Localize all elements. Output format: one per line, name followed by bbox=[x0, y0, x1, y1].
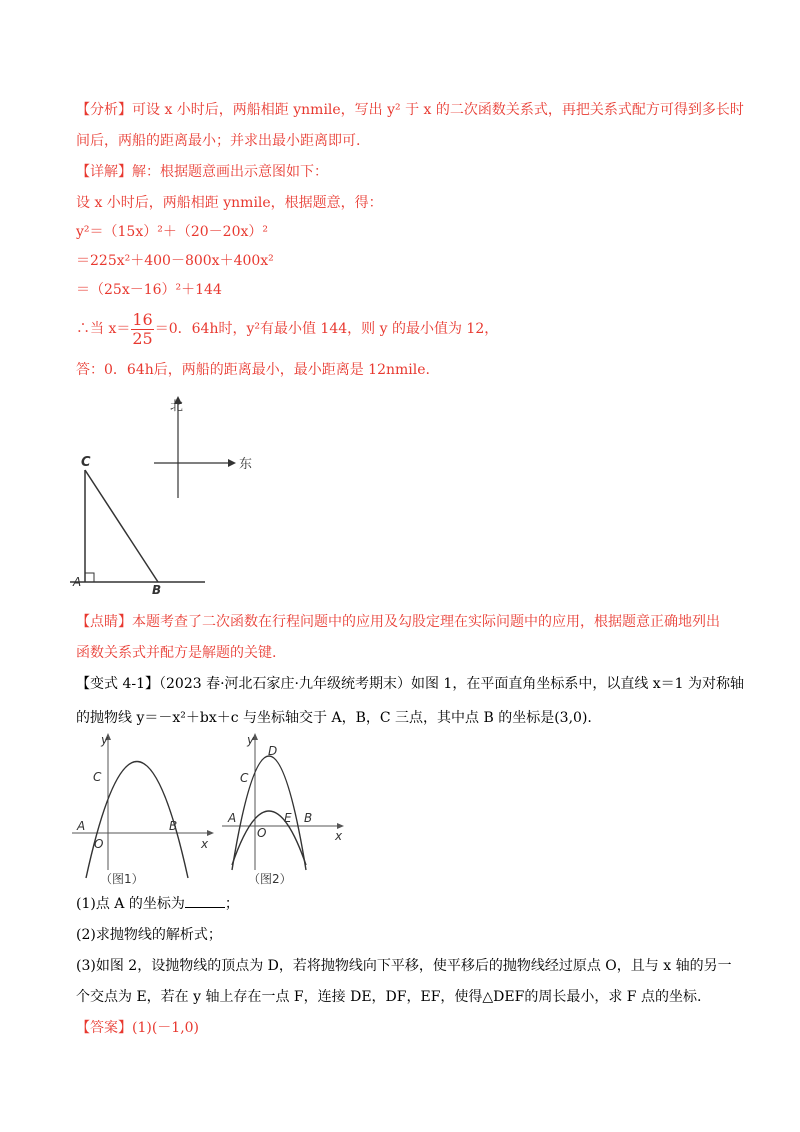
shifted-parabola bbox=[232, 811, 306, 865]
comment-text-1: 本题考查了二次函数在行程问题中的应用及勾股定理在实际问题中的应用，根据题意正确地列出 bbox=[132, 614, 720, 630]
analysis-line-2: 间后，两船的距离最小；并求出最小距离即可. bbox=[76, 133, 361, 149]
north-label: 北 bbox=[170, 399, 184, 414]
x-axis-arrow-icon bbox=[207, 830, 214, 836]
detail-line-2: 设 x 小时后，两船相距 ynmile，根据题意，得： bbox=[76, 195, 383, 211]
question-1 bbox=[76, 894, 239, 914]
question-3-line-1: (3)如图 2，设抛物线的顶点为 D，若将抛物线向下平移，使平移后的抛物线经过原点 O，且与 x 轴的另一 bbox=[76, 958, 732, 974]
detail-line-1 bbox=[76, 162, 328, 182]
x-label: x bbox=[335, 829, 343, 843]
x-label: x bbox=[201, 837, 209, 851]
question-1-text: (1)点 A 的坐标为 bbox=[76, 896, 185, 912]
point-c-label: C bbox=[240, 771, 249, 785]
y-label: y bbox=[247, 733, 255, 747]
graph1-caption: （图1） bbox=[100, 872, 144, 886]
y-label: y bbox=[101, 733, 109, 747]
point-a-label: A bbox=[77, 819, 86, 833]
east-label: 东 bbox=[239, 457, 253, 472]
equation-2: ＝225x²＋400－800x＋400x² bbox=[76, 253, 274, 269]
question-2: (2)求抛物线的解析式； bbox=[76, 927, 222, 943]
comment-line-1 bbox=[76, 612, 720, 632]
detail-text-1: 解：根据题意画出示意图如下： bbox=[132, 164, 328, 180]
answer-tag: 【答案】 bbox=[76, 1020, 132, 1036]
detail-tag: 【详解】 bbox=[76, 164, 132, 180]
graph-figure-1 bbox=[70, 730, 220, 890]
side-cb bbox=[85, 470, 158, 582]
answer-row bbox=[76, 1018, 199, 1038]
comment-line-2: 函数关系式并配方是解题的关键. bbox=[76, 645, 277, 661]
point-b-label: B bbox=[152, 583, 162, 597]
question-1-end: ； bbox=[224, 896, 239, 912]
answer-part-1: (1)(－1,0) bbox=[132, 1020, 200, 1036]
point-d-label: D bbox=[268, 744, 278, 758]
conclusion-suffix: ＝0．64h时，y²有最小值 144，则 y 的最小值为 12， bbox=[154, 321, 499, 337]
answer-line: 答：0．64h后，两船的距离最小，最小距离是 12nmile. bbox=[76, 362, 430, 378]
point-c-label: C bbox=[81, 455, 91, 470]
point-b-label: B bbox=[304, 811, 313, 825]
analysis-tag: 【分析】 bbox=[76, 102, 132, 118]
fraction bbox=[131, 311, 153, 348]
analysis-text-1: 可设 x 小时后，两船相距 ynmile，写出 y² 于 x 的二次函数关系式，再把关系式配方可得到多长时 bbox=[132, 102, 744, 118]
point-c-label: C bbox=[93, 770, 102, 784]
variant-line-1 bbox=[76, 674, 744, 694]
analysis-line-1 bbox=[76, 100, 744, 120]
variant-line-2: 的抛物线 y＝－x²＋bx＋c 与坐标轴交于 A，B，C 三点，其中点 B 的坐标是(3,0). bbox=[76, 710, 592, 726]
right-angle-mark bbox=[85, 573, 94, 582]
comment-tag: 【点睛】 bbox=[76, 614, 132, 630]
triangle-figure bbox=[70, 390, 253, 597]
variant-tag: 【变式 4-1】 bbox=[76, 676, 159, 692]
east-arrow-icon bbox=[228, 459, 236, 467]
equation-1: y²＝（15x）²＋（20－20x）² bbox=[76, 224, 268, 240]
conclusion-line bbox=[76, 310, 498, 348]
fraction-numerator: 16 bbox=[132, 309, 153, 329]
graph-figure-2 bbox=[220, 730, 360, 890]
conclusion-prefix: ∴当 x＝ bbox=[76, 321, 131, 337]
answer-blank bbox=[185, 894, 225, 908]
question-3-line-2: 个交点为 E，若在 y 轴上存在一点 F，连接 DE，DF，EF，使得△DEF的周长最小，求 F 点的坐标. bbox=[76, 989, 702, 1005]
point-b-label: B bbox=[169, 819, 178, 833]
point-e-label: E bbox=[284, 811, 292, 825]
fraction-denominator: 25 bbox=[132, 328, 153, 348]
point-a-label: A bbox=[73, 575, 82, 589]
origin-label: O bbox=[257, 826, 267, 840]
graph2-caption: （图2） bbox=[248, 872, 292, 886]
point-a-label: A bbox=[228, 811, 237, 825]
equation-3: ＝（25x－16）²＋144 bbox=[76, 282, 222, 298]
variant-text-1: （2023 春·河北石家庄·九年级统考期末）如图 1，在平面直角坐标系中，以直线 x＝1 为对称轴 bbox=[159, 676, 745, 692]
origin-label: O bbox=[94, 837, 104, 851]
